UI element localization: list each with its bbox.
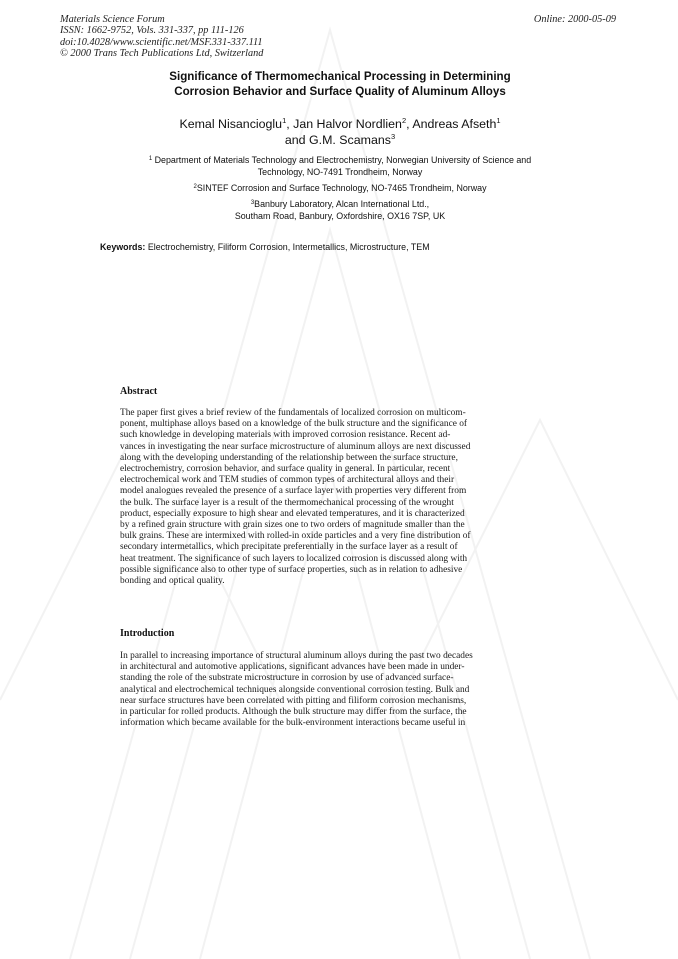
affiliation-line: Department of Materials Technology and Electrochemistry, Norwegian University of Science and xyxy=(154,155,532,165)
title-line-1: Significance of Thermomechanical Processing in Determining xyxy=(169,70,511,83)
text-line: the bulk. The surface layer is a result of the thermomechanical processing of the wrought xyxy=(120,497,454,508)
online-date: Online: 2000-05-09 xyxy=(533,14,616,25)
affiliation-mark: 3 xyxy=(250,200,255,206)
author-separator: , xyxy=(406,117,413,131)
author-affiliation-mark: 3 xyxy=(390,131,396,141)
text-line: bonding and optical quality. xyxy=(120,576,225,587)
doi-link[interactable]: doi:10.4028/www.scientific.net/MSF.331-337.111 xyxy=(60,36,263,48)
text-line: In parallel to increasing importance of structural aluminum alloys during the past two decades xyxy=(120,651,473,661)
text-line: near surface structures have been correlated with pitting and filiform corrosion mechanisms, xyxy=(120,695,467,706)
introduction-body xyxy=(120,651,542,729)
affiliation-2 xyxy=(90,182,590,194)
text-line: possible significance also to other type of surface properties, such as in relation to adhesive xyxy=(120,564,463,575)
abstract-body xyxy=(120,408,542,587)
text-line: along with the developing understanding of the relationship between the surface structure, xyxy=(120,452,458,463)
title-line-2: Corrosion Behavior and Surface Quality of Aluminum Alloys xyxy=(174,85,506,98)
affiliation-line: Banbury Laboratory, Alcan International Ltd., xyxy=(254,199,430,209)
introduction-heading: Introduction xyxy=(120,628,175,639)
affiliation-line: SINTEF Corrosion and Surface Technology, NO-7465 Trondheim, Norway xyxy=(196,183,487,193)
paper-title xyxy=(70,69,610,99)
affiliation-mark: 2 xyxy=(193,184,197,190)
author-name: Jan Halvor Nordlien xyxy=(293,117,402,131)
affiliation-line: Southam Road, Banbury, Oxfordshire, OX16 7SP, UK xyxy=(234,211,446,221)
affiliation-line: Technology, NO-7491 Trondheim, Norway xyxy=(257,167,423,177)
text-line: information which became available for the bulk-environment interactions became useful in xyxy=(120,718,466,729)
journal-header xyxy=(60,14,263,60)
text-line: model analogues revealed the presence of a surface layer with properties very different from xyxy=(120,486,467,497)
text-line: standing the role of the substrate microstructure in corrosion by use of advanced surface- xyxy=(120,673,454,684)
text-line: analytical and electrochemical techniques alongside conventional corrosion testing. Bulk and xyxy=(120,684,470,695)
text-line: secondary intermetallics, which precipitate preferentially in the surface layer as a result of xyxy=(120,542,458,553)
author-list xyxy=(70,117,610,148)
keywords-text: Electrochemistry, Filiform Corrosion, Intermetallics, Microstructure, TEM xyxy=(145,242,430,252)
author-affiliation-mark: 1 xyxy=(496,116,501,125)
text-line: ponent, multiphase alloys based on a knowledge of the bulk structure and the significance of xyxy=(120,419,468,430)
journal-name: Materials Science Forum xyxy=(60,14,165,25)
text-line: heat treatment. The significance of such layers to localized corrosion is discussed along with xyxy=(120,553,468,564)
text-line: bulk grains. These are intermixed with rolled-in oxide particles and a very fine distribution of xyxy=(120,531,471,542)
author-affiliation-mark: 2 xyxy=(401,116,407,125)
copyright-line: © 2000 Trans Tech Publications Ltd, Switzerland xyxy=(60,48,264,60)
keywords xyxy=(100,242,560,252)
author-line-2 xyxy=(70,133,610,149)
author-separator: , xyxy=(286,117,294,131)
author-name: Andreas Afseth xyxy=(412,117,497,131)
text-line: in particular for rolled products. Although the bulk structure may differ from the surface, the xyxy=(120,707,467,718)
text-line: The paper first gives a brief review of the fundamentals of localized corrosion on multicom- xyxy=(120,408,466,418)
text-line: such knowledge in developing materials with improved corrosion resistance. Recent ad- xyxy=(120,430,451,441)
author-name: Kemal Nisancioglu xyxy=(179,117,283,131)
author-name: and G.M. Scamans xyxy=(284,132,391,147)
text-line: vances in investigating the near surface microstructure of aluminum alloys are next discussed xyxy=(120,441,471,452)
text-line: product, especially exposure to high shear and elevated temperatures, and it is characterized xyxy=(120,508,465,519)
affiliation-3 xyxy=(90,198,590,222)
text-line: electrochemistry, corrosion behavior, and surface quality in general. In particular, recent xyxy=(120,464,451,475)
text-line: electrochemical work and TEM studies of common types of architectural alloys and their xyxy=(120,475,455,486)
text-line: by a refined grain structure with grain sizes one to two orders of magnitude smaller than the xyxy=(120,520,465,531)
affiliation-mark: 1 xyxy=(148,156,153,162)
keywords-label: Keywords: xyxy=(100,242,146,252)
affiliation-1 xyxy=(90,154,590,178)
issn-line: ISSN: 1662-9752, Vols. 331-337, pp 111-126 xyxy=(60,25,244,37)
text-line: in architectural and automotive applications, significant advances have been made in under- xyxy=(120,662,465,673)
abstract-heading: Abstract xyxy=(120,386,158,397)
author-line-1 xyxy=(70,117,610,133)
author-affiliation-mark: 1 xyxy=(282,116,287,125)
